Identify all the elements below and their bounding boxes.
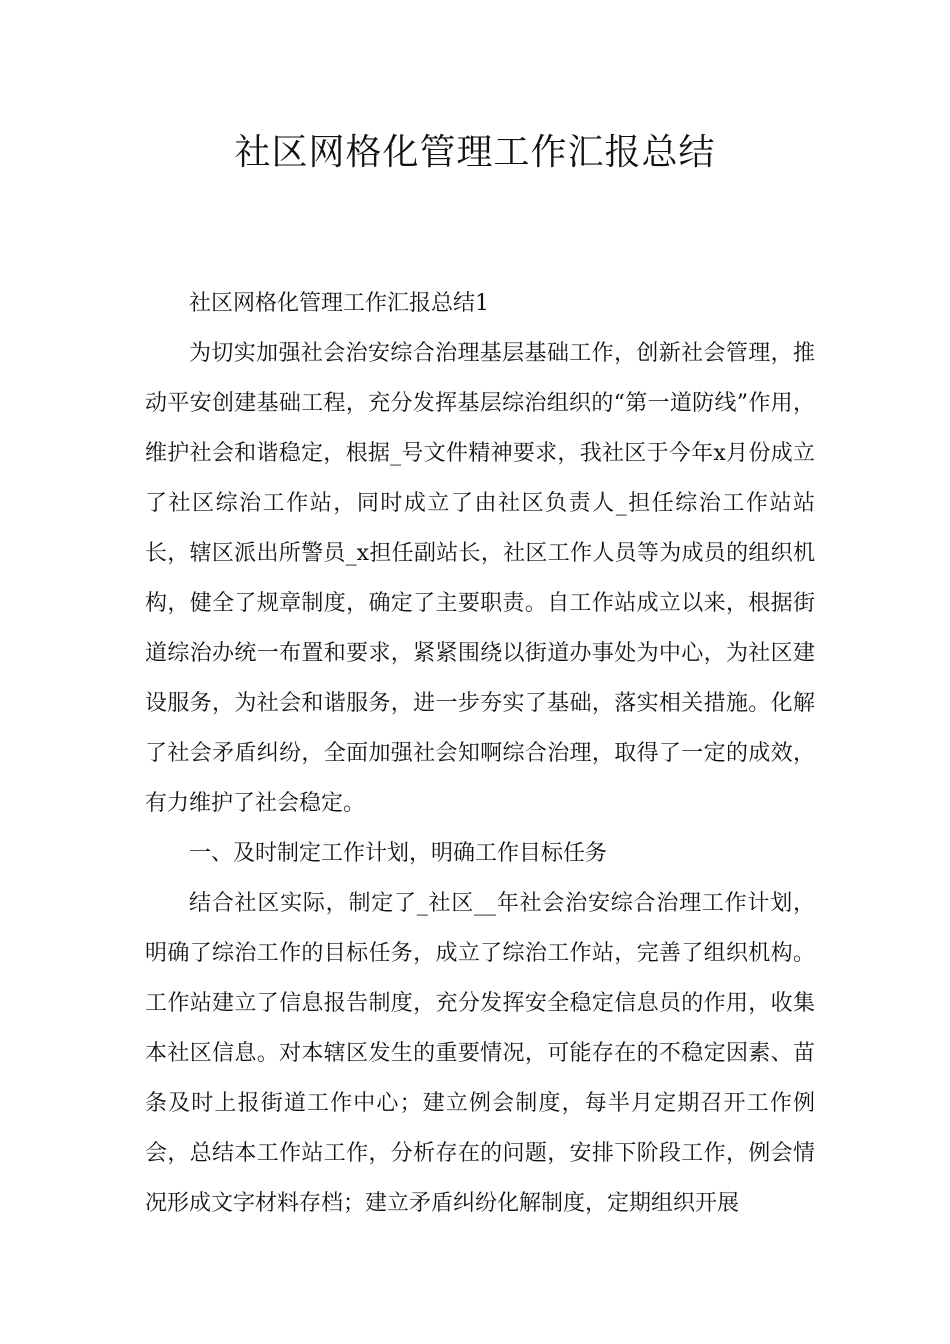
section-heading-work-plan: 一、及时制定工作计划，明确工作目标任务 xyxy=(189,841,608,866)
document-body xyxy=(145,279,815,1229)
paragraph-work-plan: 结合社区实际，制定了_社区__年社会治安综合治理工作计划，明确了综治工作的目标任务，成立了综治工作站，完善了组织机构。工作站建立了信息报告制度，充分发挥安全稳定信息员的作用，收集本社区信息。对本辖区发生的重要情况，可能存在的不稳定因素、苗条及时上报街道工作中心；建立例会制度，每半月定期召开工作例会，总结本工作站工作，分析存在的问题，安排下阶段工作，例会情况形成文字材料存档；建立矛盾纠纷化解制度，定期组织开展 xyxy=(145,891,815,1216)
section-heading-1: 社区网格化管理工作汇报总结1 xyxy=(189,291,489,316)
paragraph-intro: 为切实加强社会治安综合治理基层基础工作，创新社会管理，推动平安创建基础工程，充分发挥基层综治组织的“第一道防线”作用，维护社会和谐稳定，根据_号文件精神要求，我社区于今年x月份成立了社区综治工作站，同时成立了由社区负责人_担任综治工作站站长，辖区派出所警员_x担任副站长，社区工作人员等为成员的组织机构，健全了规章制度，确定了主要职责。自工作站成立以来，根据街道综治办统一布置和要求，紧紧围绕以街道办事处为中心，为社区建设服务，为社会和谐服务，进一步夯实了基础，落实相关措施。化解了社会矛盾纠纷，全面加强社会知啊综合治理，取得了一定的成效，有力维护了社会稳定。 xyxy=(145,341,815,816)
document-title: 社区网格化管理工作汇报总结 xyxy=(234,132,716,173)
